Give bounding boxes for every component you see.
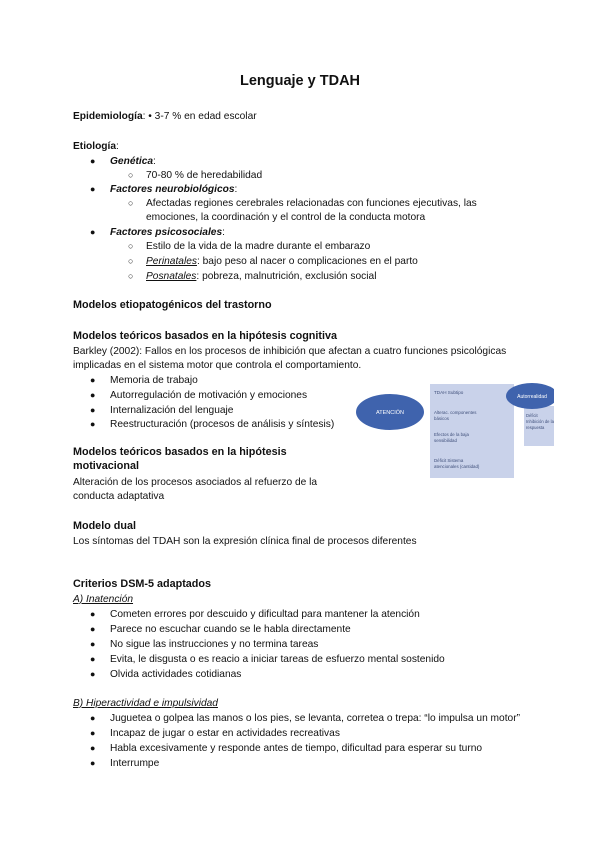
motivacional-text-1: Alteración de los procesos asociados al refuerzo de la <box>73 477 318 488</box>
oval-left-label: ATENCIÓN <box>375 410 405 416</box>
cognitiva-heading: Modelos teóricos basados en la hipótesis cognitiva <box>73 330 337 342</box>
modelos-etio-heading: Modelos etiopatogénicos del trastorno <box>73 299 272 311</box>
bullet-icon: ● <box>90 609 96 619</box>
bullet-icon: ● <box>90 654 96 664</box>
circle-bullet-icon: ○ <box>128 256 134 266</box>
circle-bullet-icon: ○ <box>128 271 134 281</box>
dsm-a-item: Olvida actividades cotidianas <box>110 669 242 680</box>
bullet-icon: ● <box>90 227 96 237</box>
bullet-icon: ● <box>90 728 96 738</box>
epidemiologia-line <box>73 110 257 124</box>
box2-line-c: respuesta <box>526 425 545 430</box>
cognitiva-text-1: Barkley (2002): Fallos en los procesos de inhibición que afectan a cuatro funciones psicológicas <box>73 346 507 357</box>
dsm-b-item: Juguetea o golpea las manos o los pies, se levanta, corretea o trepa: “lo impulsa un motor” <box>110 713 520 724</box>
perinatales-text: : bajo peso al nacer o complicaciones en el parto <box>196 256 418 267</box>
perinatales-label: Perinatales <box>146 256 197 267</box>
box1-line-d: sensibilidad <box>434 438 457 443</box>
dsm-heading: Criterios DSM-5 adaptados <box>73 578 211 590</box>
circle-bullet-icon: ○ <box>128 241 134 251</box>
genetica-colon: : <box>153 156 156 167</box>
cognitiva-item: Reestructuración (procesos de análisis y síntesis) <box>110 419 335 430</box>
circle-bullet-icon: ○ <box>128 198 134 208</box>
bullet-icon: ● <box>90 390 96 400</box>
oval-right-label: Autorrealidad <box>517 394 547 400</box>
dsm-b-label: B) Hiperactividad e impulsividad <box>73 698 218 709</box>
box1-line-c: Efectos de la baja <box>434 432 469 437</box>
psico-label: Factores psicosociales <box>110 227 223 238</box>
posnatales-label: Posnatales <box>146 271 197 282</box>
dsm-b-item: Habla excesivamente y responde antes de tiempo, dificultad para esperar su turno <box>110 743 483 754</box>
bullet-icon: ● <box>90 375 96 385</box>
dsm-b-item: Incapaz de jugar o estar en actividades recreativas <box>110 728 340 739</box>
posnatales-text: : pobreza, malnutrición, exclusión social <box>196 271 377 282</box>
etiologia-heading <box>73 140 119 154</box>
psico-colon: : <box>222 227 225 238</box>
neuro-label: Factores neurobiológicos <box>110 184 235 195</box>
dual-text: Los síntomas del TDAH son la expresión clínica final de procesos diferentes <box>73 536 417 547</box>
neuro-detail-1: Afectadas regiones cerebrales relacionadas con funciones ejecutivas, las <box>146 198 477 209</box>
bullet-icon: ● <box>90 639 96 649</box>
dsm-a-item: Evita, le disgusta o es reacio a iniciar tareas de esfuerzo mental sostenido <box>110 654 445 665</box>
psico-detail-2 <box>146 255 418 269</box>
etiologia-psico <box>110 226 225 240</box>
etiologia-colon: : <box>116 141 119 152</box>
epidemiologia-value: : • 3-7 % en edad escolar <box>142 111 257 122</box>
etiologia-neuro <box>110 183 237 197</box>
box2-line-a: Déficit <box>526 413 538 418</box>
box1-line-a: Alterac. componentes <box>434 410 477 415</box>
psico-detail-3 <box>146 270 376 284</box>
page-title: Lenguaje y TDAH <box>239 73 361 89</box>
bullet-icon: ● <box>90 419 96 429</box>
motivacional-heading-1: Modelos teóricos basados en la hipótesis <box>73 446 287 458</box>
cognitiva-item: Memoria de trabajo <box>110 375 198 386</box>
dsm-a-item: Cometen errores por descuido y dificultad para mantener la atención <box>110 609 420 620</box>
box1-title: TDAH Subtipo <box>434 390 464 395</box>
dual-heading: Modelo dual <box>73 520 136 532</box>
bullet-icon: ● <box>90 405 96 415</box>
bullet-icon: ● <box>90 184 96 194</box>
circle-bullet-icon: ○ <box>128 170 134 180</box>
neuro-colon: : <box>234 184 238 195</box>
epidemiologia-label: Epidemiología <box>73 111 143 122</box>
dsm-b-item: Interrumpe <box>110 758 160 769</box>
etiologia-genetica <box>110 155 156 169</box>
box1-line-f: atencionales (cantidad) <box>434 464 480 469</box>
neuro-detail-2: emociones, la coordinación y el control de la conducta motora <box>146 212 426 223</box>
dsm-a-item: Parece no escuchar cuando se le habla directamente <box>110 624 351 635</box>
box2-line-b: Inhibición de la <box>526 419 554 424</box>
cognitiva-item: Internalización del lenguaje <box>110 405 234 416</box>
motivacional-text-2: conducta adaptativa <box>73 491 165 502</box>
motivacional-heading-2: motivacional <box>73 460 139 472</box>
genetica-detail: 70-80 % de heredabilidad <box>146 170 263 181</box>
psico-detail-1: Estilo de la vida de la madre durante el embarazo <box>146 241 371 252</box>
cognitiva-text-2: implicadas en el sistema motor que controla el comportamiento. <box>73 360 362 371</box>
bullet-icon: ● <box>90 669 96 679</box>
bullet-icon: ● <box>90 156 96 166</box>
dsm-a-item: No sigue las instrucciones y no termina tareas <box>110 639 319 650</box>
dsm-a-label: A) Inatención <box>73 594 134 605</box>
bullet-icon: ● <box>90 758 96 768</box>
genetica-label: Genética <box>110 156 154 167</box>
etiologia-label: Etiología <box>73 141 117 152</box>
cognitiva-item: Autorregulación de motivación y emociones <box>110 390 308 401</box>
box1-line-e: Déficit Sistema <box>434 458 464 463</box>
bullet-icon: ● <box>90 743 96 753</box>
bullet-icon: ● <box>90 624 96 634</box>
box1-line-b: básicos <box>434 416 449 421</box>
bullet-icon: ● <box>90 713 96 723</box>
diagram-svg <box>354 380 554 480</box>
model-diagram <box>354 380 554 480</box>
